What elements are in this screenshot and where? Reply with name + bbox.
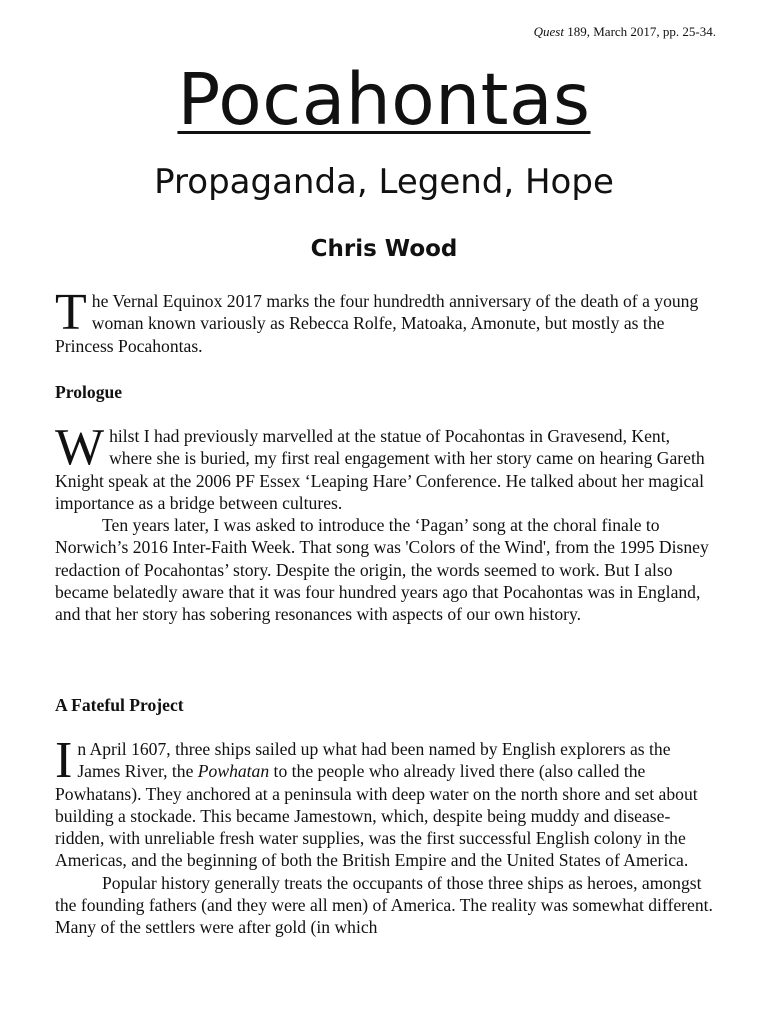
drop-cap: I (55, 732, 73, 789)
page-title (0, 58, 768, 142)
drop-cap: W (55, 419, 105, 476)
journal-name: Quest (533, 24, 564, 39)
section-heading-prologue: Prologue (55, 382, 123, 402)
prologue-body (55, 419, 715, 626)
citation (534, 24, 716, 40)
subtitle: Propaganda, Legend, Hope (154, 162, 614, 202)
intro-paragraph (55, 284, 715, 357)
section-heading-fateful-project: A Fateful Project (55, 695, 184, 715)
prologue-paragraph-1: hilst I had previously marvelled at the statue of Pocahontas in Gravesend, Kent, where she is buried, my first real engagement with her story came on hearing Gareth Knight speak at the 2006 PF Essex ‘Leaping Hare’ Conference. He talked about her magical importance as a bridge between cultures. (55, 426, 705, 513)
citation-details: 189, March 2017, pp. 25-34. (563, 24, 716, 39)
fateful-p1-italic: Powhatan (197, 761, 270, 782)
fateful-project-body (55, 732, 715, 939)
drop-cap: T (55, 284, 87, 341)
prologue-paragraph-2: Ten years later, I was asked to introduce the ‘Pagan’ song at the choral finale to Norwich’s 2016 Inter-Faith Week. That song was 'Colors of the Wind', from the 1995 Disney redaction of Pocahontas’ story. Despite the origin, the words seemed to work. But I also became belatedly aware that it was four hundred years ago that Pocahontas was in England, and that her story has sobering resonances with aspects of our own history. (55, 515, 709, 625)
title-text: Pocahontas (177, 58, 591, 141)
author: Chris Wood (310, 236, 458, 262)
fateful-paragraph-2: Popular history generally treats the occupants of those three ships as heroes, amongst the founding fathers (and they were all men) of America. The reality was somewhat different. Many of the settlers were after gold (in which (55, 872, 713, 938)
fateful-p1-start: n April 1607, three ships sailed up what had been named by English explorers as the James River, the (77, 739, 671, 782)
intro-text: he Vernal Equinox 2017 marks the four hundredth anniversary of the death of a young woman known variously as Rebecca Rolfe, Matoaka, Amonute, but mostly as the Princess Pocahontas. (55, 291, 699, 356)
fateful-p1-end: to the people who already lived there (also called the Powhatans). They anchored at a peninsula with deep water on the north shore and set about building a stockade. This became Jamestown, which, despite being muddy and disease-ridden, with unreliable fresh water supplies, was the first successful English colony in the Americas, and the beginning of both the British Empire and the United States of America. (55, 761, 698, 871)
